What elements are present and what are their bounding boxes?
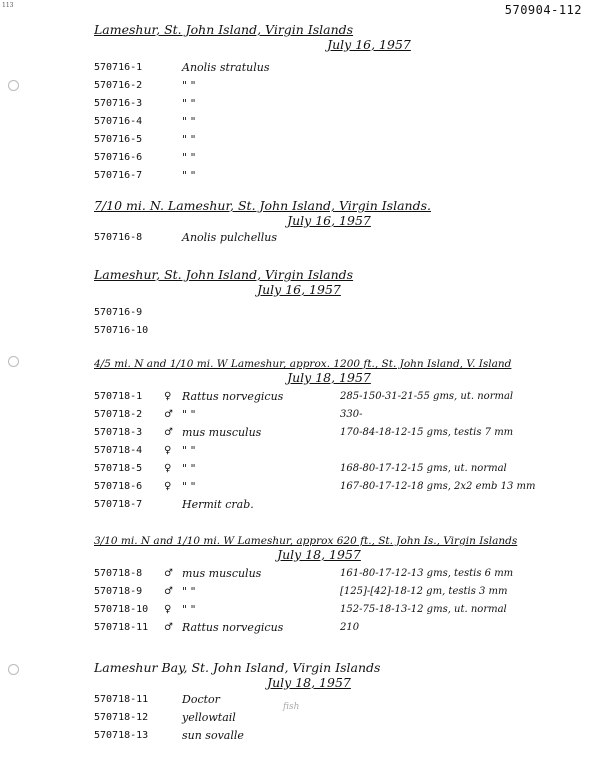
- section-location: 4/5 mi. N and 1/10 mi. W Lameshur, approx. 1200 ft., St. John Island, V. Island: [94, 358, 512, 370]
- specimen-number: 570716-8: [94, 232, 143, 243]
- specimen-measurements: 161-80-17-12-13 gms, testis 6 mm: [340, 568, 514, 579]
- specimen-sex: ♂: [164, 586, 173, 597]
- specimen-number: 570718-11: [94, 622, 149, 633]
- section-date: July 18, 1957: [287, 370, 371, 385]
- specimen-number: 570718-3: [94, 427, 143, 438]
- corner-page-mark: 113: [2, 2, 14, 9]
- punch-hole: [8, 664, 19, 675]
- specimen-number: 570718-13: [94, 730, 149, 741]
- specimen-number: 570716-1: [94, 62, 143, 73]
- specimen-measurements: 167-80-17-12-18 gms, 2x2 emb 13 mm: [340, 481, 536, 492]
- specimen-number: 570718-4: [94, 445, 143, 456]
- specimen-number: 570718-1: [94, 391, 143, 402]
- specimen-row: [94, 150, 584, 168]
- specimen-row: [94, 407, 584, 425]
- section-date: July 16, 1957: [257, 282, 341, 297]
- specimen-species: " ": [182, 603, 196, 616]
- specimen-row: [94, 602, 584, 620]
- punch-hole: [8, 356, 19, 367]
- specimen-species: Anolis stratulus: [182, 61, 270, 74]
- specimen-species: " ": [182, 151, 196, 164]
- specimen-sex: ♂: [164, 622, 173, 633]
- faint-note: fish: [283, 702, 300, 712]
- specimen-number: 570718-5: [94, 463, 143, 474]
- specimen-row: [94, 168, 584, 186]
- specimen-number: 570716-9: [94, 307, 143, 318]
- collection-section: [94, 267, 584, 341]
- specimen-row: [94, 305, 584, 323]
- specimen-row: [94, 728, 584, 746]
- specimen-sex: ♀: [164, 463, 172, 474]
- specimen-species: " ": [182, 97, 196, 110]
- specimen-species: Rattus norvegicus: [182, 621, 284, 634]
- document-id: 570904-112: [504, 3, 582, 17]
- specimen-number: 570718-2: [94, 409, 143, 420]
- section-location: Lameshur, St. John Island, Virgin Islands: [94, 22, 354, 37]
- specimen-number: 570716-3: [94, 98, 143, 109]
- specimen-row: [94, 443, 584, 461]
- specimen-number: 570716-10: [94, 325, 149, 336]
- specimen-number: 570718-8: [94, 568, 143, 579]
- collection-section: [94, 22, 584, 186]
- specimen-species: Hermit crab.: [182, 498, 254, 511]
- specimen-number: 570718-10: [94, 604, 149, 615]
- specimen-species: sun sovalle: [182, 729, 244, 742]
- section-date: July 16, 1957: [327, 37, 411, 52]
- specimen-row: [94, 78, 584, 96]
- collection-section: [94, 535, 584, 638]
- specimen-species: Rattus norvegicus: [182, 390, 284, 403]
- specimen-measurements: [125]-[42]-18-12 gm, testis 3 mm: [340, 586, 508, 597]
- specimen-sex: ♂: [164, 568, 173, 579]
- specimen-measurements: 210: [340, 622, 360, 633]
- specimen-number: 570718-11: [94, 694, 149, 705]
- specimen-row: [94, 230, 584, 248]
- section-location: Lameshur, St. John Island, Virgin Islands: [94, 267, 354, 282]
- specimen-row: [94, 60, 584, 78]
- specimen-measurements: 168-80-17-12-15 gms, ut. normal: [340, 463, 507, 474]
- section-date: July 18, 1957: [267, 675, 351, 690]
- specimen-number: 570716-5: [94, 134, 143, 145]
- specimen-species: " ": [182, 133, 196, 146]
- specimen-species: " ": [182, 169, 196, 182]
- specimen-row: [94, 566, 584, 584]
- collection-section: [94, 358, 584, 515]
- specimen-species: " ": [182, 408, 196, 421]
- specimen-measurements: 170-84-18-12-15 gms, testis 7 mm: [340, 427, 514, 438]
- section-location: 7/10 mi. N. Lameshur, St. John Island, Virgin Islands.: [94, 198, 431, 213]
- specimen-sex: ♂: [164, 427, 173, 438]
- specimen-row: [94, 710, 584, 728]
- specimen-row: [94, 323, 584, 341]
- specimen-species: " ": [182, 444, 196, 457]
- section-location: Lameshur Bay, St. John Island, Virgin Islands: [94, 660, 381, 675]
- specimen-number: 570718-9: [94, 586, 143, 597]
- specimen-number: 570716-7: [94, 170, 143, 181]
- specimen-row: [94, 620, 584, 638]
- section-date: July 16, 1957: [287, 213, 371, 228]
- section-date: July 18, 1957: [277, 547, 361, 562]
- specimen-row: [94, 96, 584, 114]
- specimen-number: 570716-4: [94, 116, 143, 127]
- specimen-measurements: 285-150-31-21-55 gms, ut. normal: [340, 391, 514, 402]
- specimen-species: mus musculus: [182, 567, 262, 580]
- specimen-sex: ♀: [164, 604, 172, 615]
- specimen-species: " ": [182, 585, 196, 598]
- specimen-sex: ♀: [164, 445, 172, 456]
- specimen-species: " ": [182, 79, 196, 92]
- specimen-measurements: 330-: [340, 409, 363, 420]
- specimen-row: [94, 132, 584, 150]
- specimen-row: [94, 497, 584, 515]
- specimen-species: Doctor: [182, 693, 220, 706]
- specimen-species: yellowtail: [182, 711, 236, 724]
- specimen-species: " ": [182, 480, 196, 493]
- specimen-row: [94, 479, 584, 497]
- specimen-species: " ": [182, 462, 196, 475]
- specimen-number: 570718-7: [94, 499, 143, 510]
- collection-section: [94, 660, 584, 746]
- specimen-row: [94, 425, 584, 443]
- specimen-species: " ": [182, 115, 196, 128]
- section-location: 3/10 mi. N and 1/10 mi. W Lameshur, approx 620 ft., St. John Is., Virgin Islands: [94, 535, 518, 547]
- specimen-number: 570718-6: [94, 481, 143, 492]
- specimen-row: [94, 584, 584, 602]
- specimen-row: [94, 692, 584, 710]
- specimen-number: 570718-12: [94, 712, 149, 723]
- specimen-sex: ♂: [164, 409, 173, 420]
- specimen-row: [94, 389, 584, 407]
- specimen-species: Anolis pulchellus: [182, 231, 277, 244]
- specimen-row: [94, 114, 584, 132]
- specimen-sex: ♀: [164, 391, 172, 402]
- specimen-number: 570716-2: [94, 80, 143, 91]
- specimen-number: 570716-6: [94, 152, 143, 163]
- punch-hole: [8, 80, 19, 91]
- specimen-measurements: 152-75-18-13-12 gms, ut. normal: [340, 604, 507, 615]
- specimen-sex: ♀: [164, 481, 172, 492]
- specimen-species: mus musculus: [182, 426, 262, 439]
- specimen-row: [94, 461, 584, 479]
- collection-section: [94, 198, 584, 248]
